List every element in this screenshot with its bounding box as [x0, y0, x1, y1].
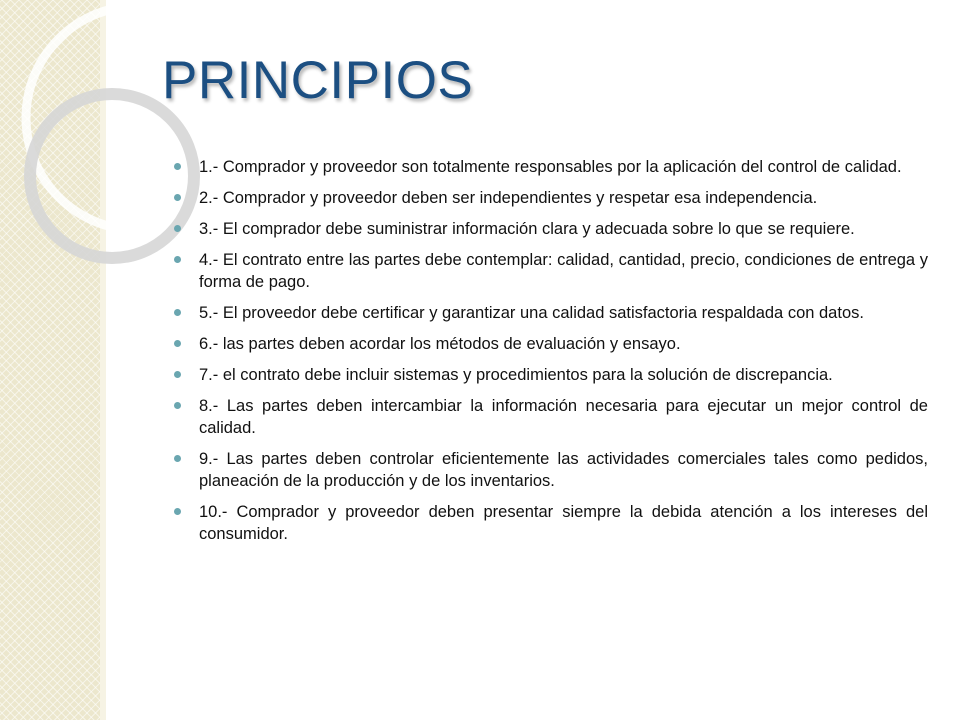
list-item [174, 302, 928, 324]
bullet-icon [174, 194, 181, 201]
bullet-icon [174, 309, 181, 316]
list-item-text: 3.- El comprador debe suministrar información clara y adecuada sobre lo que se requiere. [199, 220, 855, 238]
bullet-icon [174, 371, 181, 378]
decorative-side-panel [0, 0, 106, 720]
list-item-text: 1.- Comprador y proveedor son totalmente responsables por la aplicación del control de calidad. [199, 158, 902, 176]
list-item [174, 333, 928, 355]
bullet-icon [174, 508, 181, 515]
list-item-text: 9.- Las partes deben controlar eficientemente las actividades comerciales tales como pedidos, planeación de la producción y de los inventarios. [199, 450, 928, 490]
list-item-text: 6.- las partes deben acordar los métodos de evaluación y ensayo. [199, 335, 681, 353]
list-item-text: 10.- Comprador y proveedor deben presentar siempre la debida atención a los intereses del consumidor. [199, 503, 928, 543]
slide-title: PRINCIPIOS [162, 51, 474, 110]
list-item [174, 249, 928, 293]
list-item-text: 7.- el contrato debe incluir sistemas y procedimientos para la solución de discrepancia. [199, 366, 833, 384]
bullet-icon [174, 455, 181, 462]
principles-list [174, 156, 928, 554]
bullet-icon [174, 402, 181, 409]
bullet-icon [174, 340, 181, 347]
list-item [174, 395, 928, 439]
list-item-text: 4.- El contrato entre las partes debe contemplar: calidad, cantidad, precio, condiciones de entrega y forma de pago. [199, 251, 928, 291]
list-item [174, 156, 928, 178]
list-item [174, 501, 928, 545]
list-item-text: 5.- El proveedor debe certificar y garantizar una calidad satisfactoria respaldada con datos. [199, 304, 864, 322]
list-item [174, 218, 928, 240]
list-item-text: 8.- Las partes deben intercambiar la información necesaria para ejecutar un mejor control de calidad. [199, 397, 928, 437]
bullet-icon [174, 163, 181, 170]
bullet-icon [174, 256, 181, 263]
side-panel-edge [100, 0, 106, 720]
list-item [174, 448, 928, 492]
list-item [174, 187, 928, 209]
bullet-icon [174, 225, 181, 232]
list-item [174, 364, 928, 386]
list-item-text: 2.- Comprador y proveedor deben ser independientes y respetar esa independencia. [199, 189, 818, 207]
